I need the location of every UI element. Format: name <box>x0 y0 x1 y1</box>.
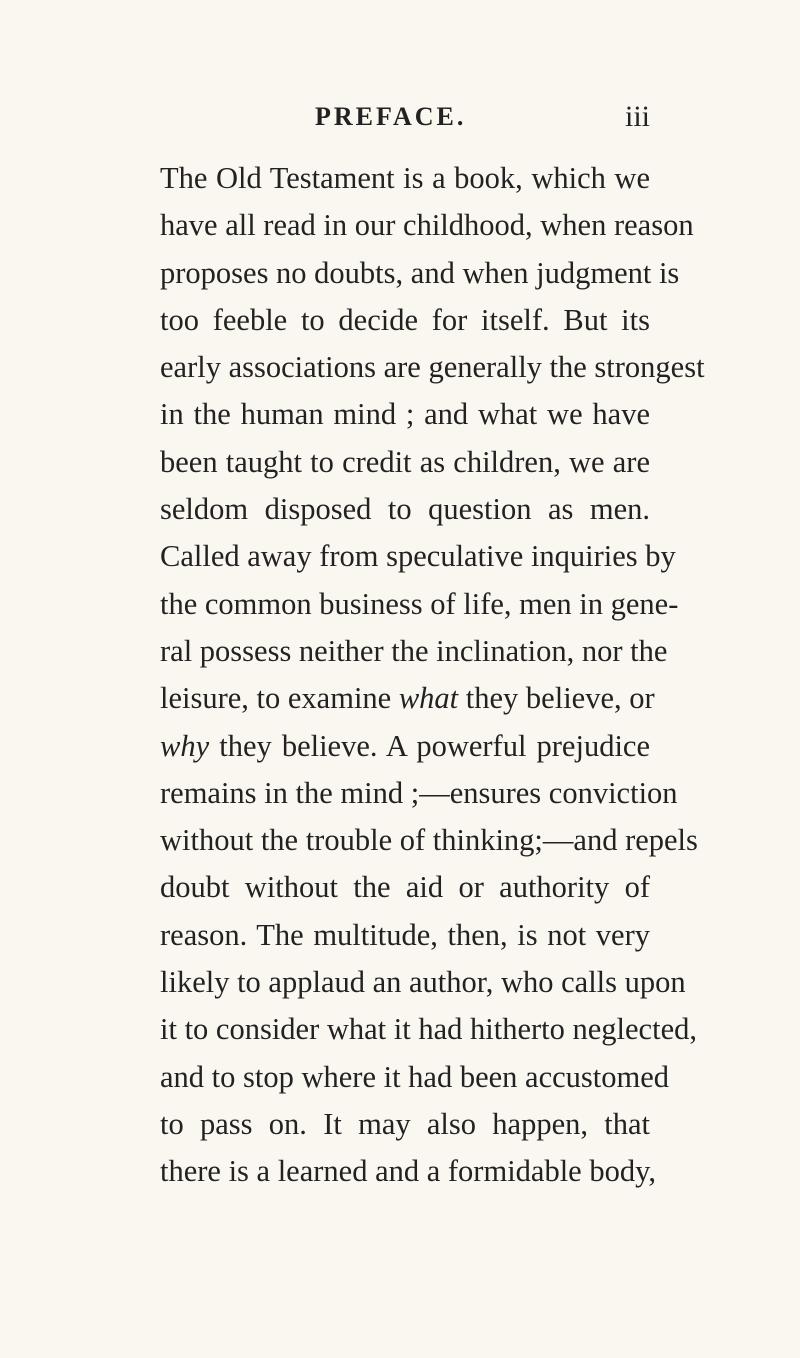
text-line: there is a learned and a formidable body, <box>160 1154 656 1189</box>
text-line: likely to applaud an author, who calls upon <box>160 965 686 1000</box>
text-line: doubt without the aid or authority of <box>160 870 650 905</box>
text-line: Called away from speculative inquiries by <box>160 539 676 574</box>
text-line: the common business of life, men in gene- <box>160 586 679 621</box>
text-line: and to stop where it had been accustomed <box>160 1059 670 1094</box>
text-line: been taught to credit as children, we are <box>160 444 650 479</box>
text-line: remains in the mind ;—ensures conviction <box>160 775 678 810</box>
text-segment: leisure, to examine <box>160 681 399 716</box>
emphasis-why: why <box>160 728 210 763</box>
text-segment: they believe, or <box>458 681 655 716</box>
text-line: in the human mind ; and what we have <box>160 397 650 432</box>
text-line-with-emphasis <box>160 723 650 770</box>
running-head-title: PREFACE. <box>315 102 467 131</box>
text-line-with-emphasis <box>160 675 655 722</box>
text-line: seldom disposed to question as men. <box>160 492 650 527</box>
text-segment: they believe. A powerful prejudice <box>209 728 650 763</box>
body-text <box>160 155 705 1196</box>
text-line: have all read in our childhood, when reason <box>160 208 694 243</box>
page-number: iii <box>624 100 650 133</box>
emphasis-what: what <box>398 681 459 716</box>
text-line: ral possess neither the inclination, nor the <box>160 633 668 668</box>
text-line: proposes no doubts, and when judgment is <box>160 255 680 290</box>
text-line: The Old Testament is a book, which we <box>160 161 650 195</box>
text-line: reason. The multitude, then, is not very <box>160 917 650 952</box>
text-line: it to consider what it had hitherto neglected, <box>160 1012 697 1047</box>
running-head <box>160 100 650 136</box>
text-line: to pass on. It may also happen, that <box>160 1106 650 1141</box>
text-line: too feeble to decide for itself. But its <box>160 302 650 337</box>
text-line: without the trouble of thinking;—and repels <box>160 823 698 858</box>
text-line: early associations are generally the strongest <box>160 350 705 385</box>
